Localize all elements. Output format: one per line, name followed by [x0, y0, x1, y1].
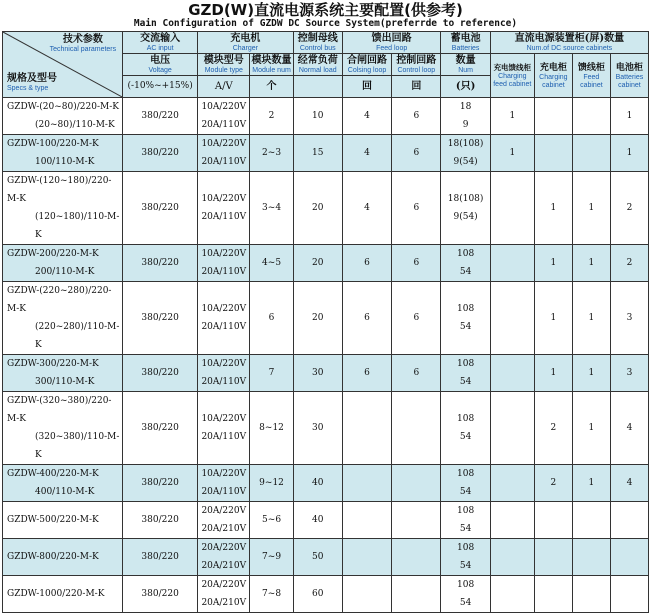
module-type-cell-line: 20A/220V [201, 506, 247, 516]
header-voltage: 电压 Voltage [123, 54, 198, 76]
feeder-cell [572, 135, 610, 172]
header-cabinets: 直流电源装置柜(屏)数量 Num.of DC source cabinets [490, 32, 648, 54]
header-control-loop: 控制回路 Control loop [392, 54, 441, 76]
header-ctrl-bus: 控制母线 Control bus [293, 32, 342, 54]
normal-load-cell: 20 [293, 282, 342, 355]
module-num-cell: 7~8 [250, 576, 293, 613]
module-type-cell [198, 245, 250, 282]
feeder-cell [572, 539, 610, 576]
header-batteries: 蓄电池 Batteries [441, 32, 490, 54]
module-type-cell-line: 20A/220V [201, 543, 247, 553]
header-num: 数量 Num [441, 54, 490, 76]
battery-num-cell-line: 9(54) [453, 157, 478, 167]
battery-num-cell-line: 9(54) [453, 212, 478, 222]
module-num-cell: 2~3 [250, 135, 293, 172]
header-normal-load: 经常负荷 Normal load [293, 54, 342, 76]
battery-num-cell-line: 18(108) [447, 194, 484, 204]
battery-num-cell-line: 108 [457, 304, 475, 314]
battery-cab-cell [610, 539, 648, 576]
charge-feed-cell [490, 172, 534, 245]
battery-num-cell-line: 54 [459, 598, 472, 608]
module-type-cell [198, 392, 250, 465]
battery-num-cell [441, 135, 490, 172]
table-row [3, 282, 649, 355]
battery-num-cell-line: 54 [459, 432, 472, 442]
table-row [3, 502, 649, 539]
table-row [3, 98, 649, 135]
battery-cab-cell [610, 576, 648, 613]
battery-num-cell [441, 392, 490, 465]
battery-num-cell-line: 108 [457, 580, 475, 590]
normal-load-cell: 50 [293, 539, 342, 576]
voltage-cell: 380/220 [123, 355, 198, 392]
battery-cab-cell: 3 [610, 282, 648, 355]
feeder-cell [572, 502, 610, 539]
charging-cell: 1 [534, 172, 572, 245]
voltage-cell: 380/220 [123, 172, 198, 245]
control-loop-cell: 6 [392, 282, 441, 355]
charge-feed-cell [490, 282, 534, 355]
spec-cell-line: 100/110-M-K [35, 157, 95, 167]
module-type-cell [198, 98, 250, 135]
header-load-blank [293, 76, 342, 98]
battery-cab-cell: 2 [610, 172, 648, 245]
battery-num-cell-line: 54 [459, 377, 472, 387]
module-type-cell [198, 282, 250, 355]
battery-num-cell-line: 108 [457, 506, 475, 516]
module-num-cell: 8~12 [250, 392, 293, 465]
table-row [3, 135, 649, 172]
module-type-cell-line: 10A/220V [201, 249, 247, 259]
feeder-cell: 1 [572, 172, 610, 245]
module-type-cell-line: 20A/110V [201, 432, 247, 442]
table-row [3, 465, 649, 502]
normal-load-cell: 15 [293, 135, 342, 172]
spec-cell [3, 355, 123, 392]
module-type-cell-line: 20A/110V [201, 487, 247, 497]
table-row [3, 539, 649, 576]
spec-cell-line: 300/110-M-K [35, 377, 95, 387]
battery-num-cell-line: 18 [459, 102, 472, 112]
control-loop-cell: 6 [392, 172, 441, 245]
spec-cell [3, 465, 123, 502]
charging-cell [534, 135, 572, 172]
spec-cell [3, 576, 123, 613]
battery-num-cell [441, 98, 490, 135]
charge-feed-cell [490, 502, 534, 539]
spec-cell-line: GZDW-(120~180)/220-M-K [7, 176, 112, 204]
module-num-cell: 3~4 [250, 172, 293, 245]
battery-num-cell-line: 108 [457, 543, 475, 553]
module-type-cell [198, 135, 250, 172]
feeder-cell: 1 [572, 465, 610, 502]
control-loop-cell [392, 502, 441, 539]
table-row [3, 576, 649, 613]
header-tech-cn: 技术参数 [62, 34, 103, 45]
module-num-cell: 7~9 [250, 539, 293, 576]
battery-num-cell-line: 54 [459, 561, 472, 571]
battery-num-cell-line: 108 [457, 359, 475, 369]
charging-cell: 2 [534, 392, 572, 465]
table-row [3, 172, 649, 245]
battery-num-cell [441, 539, 490, 576]
battery-cab-cell: 3 [610, 355, 648, 392]
module-type-cell-line: 20A/110V [201, 120, 247, 130]
module-type-cell-line: 10A/220V [201, 414, 247, 424]
module-type-cell-line: 20A/210V [201, 524, 247, 534]
battery-num-cell-line: 108 [457, 469, 475, 479]
module-type-cell [198, 502, 250, 539]
header-charging: 充电柜 Charging cabinet [534, 54, 572, 98]
module-type-cell [198, 539, 250, 576]
charging-cell [534, 502, 572, 539]
battery-num-cell [441, 502, 490, 539]
spec-cell-line: (320~380)/110-M-K [35, 432, 120, 460]
closing-loop-cell [342, 502, 391, 539]
header-spec-cell [3, 32, 123, 98]
header-num-unit: (只) [441, 76, 490, 98]
module-type-cell-line: 10A/220V [201, 102, 247, 112]
charging-cell: 2 [534, 465, 572, 502]
spec-cell [3, 282, 123, 355]
charge-feed-cell [490, 539, 534, 576]
closing-loop-cell: 6 [342, 245, 391, 282]
header-ac: 交流输入 AC input [123, 32, 198, 54]
spec-cell [3, 502, 123, 539]
table-row [3, 355, 649, 392]
closing-loop-cell: 6 [342, 282, 391, 355]
header-battery-cab: 电池柜 Batteries cabinet [610, 54, 648, 98]
battery-num-cell [441, 245, 490, 282]
header-charge-feed: 充电馈线柜 Charging feed cabinet [490, 54, 534, 98]
control-loop-cell [392, 539, 441, 576]
feeder-cell [572, 576, 610, 613]
spec-cell-line: 400/110-M-K [35, 487, 95, 497]
charge-feed-cell [490, 465, 534, 502]
spec-cell-line: GZDW-(220~280)/220-M-K [7, 286, 112, 314]
battery-cab-cell: 2 [610, 245, 648, 282]
charging-cell [534, 539, 572, 576]
voltage-cell: 380/220 [123, 245, 198, 282]
charge-feed-cell: 1 [490, 135, 534, 172]
charge-feed-cell [490, 245, 534, 282]
charging-cell: 1 [534, 355, 572, 392]
voltage-cell: 380/220 [123, 502, 198, 539]
page-subtitle: Main Configuration of GZDW DC Source System(preferrde to reference) [133, 18, 518, 29]
module-type-cell-line: 20A/210V [201, 561, 247, 571]
battery-num-cell [441, 282, 490, 355]
module-type-cell [198, 465, 250, 502]
battery-num-cell-line: 18(108) [447, 139, 484, 149]
module-type-cell-line: 10A/220V [201, 359, 247, 369]
module-num-cell: 7 [250, 355, 293, 392]
charge-feed-cell: 1 [490, 98, 534, 135]
feeder-cell: 1 [572, 392, 610, 465]
spec-cell [3, 172, 123, 245]
spec-cell-line: GZDW-(320~380)/220-M-K [7, 396, 112, 424]
header-closing-unit: 回 [342, 76, 391, 98]
module-type-cell-line: 20A/110V [201, 322, 247, 332]
normal-load-cell: 60 [293, 576, 342, 613]
control-loop-cell [392, 576, 441, 613]
battery-num-cell [441, 465, 490, 502]
closing-loop-cell [342, 392, 391, 465]
control-loop-cell [392, 465, 441, 502]
module-num-cell: 6 [250, 282, 293, 355]
feeder-cell: 1 [572, 355, 610, 392]
battery-num-cell [441, 576, 490, 613]
spec-cell [3, 135, 123, 172]
control-loop-cell: 6 [392, 98, 441, 135]
module-type-cell-line: 10A/220V [201, 139, 247, 149]
voltage-cell: 380/220 [123, 98, 198, 135]
spec-cell-line: GZDW-500/220-M-K [7, 515, 99, 525]
header-module-type: 模块型号 Module type [198, 54, 250, 76]
voltage-cell: 380/220 [123, 392, 198, 465]
closing-loop-cell: 4 [342, 135, 391, 172]
module-type-cell-line: 20A/220V [201, 580, 247, 590]
closing-loop-cell: 6 [342, 355, 391, 392]
table-row [3, 245, 649, 282]
module-type-cell [198, 576, 250, 613]
feeder-cell: 1 [572, 245, 610, 282]
feeder-cell: 1 [572, 282, 610, 355]
voltage-cell: 380/220 [123, 135, 198, 172]
module-type-cell-line: 10A/220V [201, 304, 247, 314]
normal-load-cell: 40 [293, 502, 342, 539]
header-module-num-unit: 个 [250, 76, 293, 98]
spec-cell [3, 539, 123, 576]
module-num-cell: 2 [250, 98, 293, 135]
battery-cab-cell: 1 [610, 98, 648, 135]
battery-num-cell-line: 54 [459, 487, 472, 497]
normal-load-cell: 20 [293, 245, 342, 282]
closing-loop-cell: 4 [342, 98, 391, 135]
module-num-cell: 9~12 [250, 465, 293, 502]
battery-cab-cell: 4 [610, 392, 648, 465]
feeder-cell [572, 98, 610, 135]
spec-cell-line: GZDW-100/220-M-K [7, 139, 99, 149]
control-loop-cell [392, 392, 441, 465]
header-feeder: 馈线柜 Feed cabinet [572, 54, 610, 98]
spec-cell-line: GZDW-800/220-M-K [7, 552, 99, 562]
table-row [3, 392, 649, 465]
header-spec-cn: 规格及型号 [7, 73, 57, 84]
battery-num-cell [441, 355, 490, 392]
module-type-cell-line: 10A/220V [201, 194, 247, 204]
battery-num-cell-line: 54 [459, 322, 472, 332]
spec-cell [3, 245, 123, 282]
control-loop-cell: 6 [392, 355, 441, 392]
spec-cell-line: GZDW-400/220-M-K [7, 469, 99, 479]
spec-cell-line: (120~180)/110-M-K [35, 212, 120, 240]
module-type-cell-line: 20A/110V [201, 212, 247, 222]
normal-load-cell: 40 [293, 465, 342, 502]
voltage-cell: 380/220 [123, 576, 198, 613]
header-tech-en: Technical parameters [49, 46, 117, 53]
charge-feed-cell [490, 355, 534, 392]
closing-loop-cell [342, 465, 391, 502]
charging-cell [534, 576, 572, 613]
spec-cell-line: 200/110-M-K [35, 267, 95, 277]
closing-loop-cell: 4 [342, 172, 391, 245]
battery-num-cell [441, 172, 490, 245]
charge-feed-cell [490, 392, 534, 465]
battery-num-cell-line: 54 [459, 524, 472, 534]
module-type-cell [198, 355, 250, 392]
header-module-type-unit: A/V [198, 76, 250, 98]
voltage-cell: 380/220 [123, 282, 198, 355]
spec-cell-line: (220~280)/110-M-K [35, 322, 120, 350]
battery-num-cell-line: 54 [459, 267, 472, 277]
battery-num-cell-line: 108 [457, 249, 475, 259]
header-charger: 充电机 Charger [198, 32, 294, 54]
closing-loop-cell [342, 539, 391, 576]
spec-cell [3, 98, 123, 135]
normal-load-cell: 10 [293, 98, 342, 135]
header-spec-en: Specs & type [7, 85, 49, 92]
spec-cell-line: GZDW-300/220-M-K [7, 359, 99, 369]
battery-cab-cell [610, 502, 648, 539]
control-loop-cell: 6 [392, 245, 441, 282]
charging-cell [534, 98, 572, 135]
config-table [2, 31, 649, 613]
spec-cell-line: (20~80)/110-M-K [35, 120, 115, 130]
header-closing: 合闸回路 Colsing loop [342, 54, 391, 76]
header-feed: 馈出回路 Feed loop [342, 32, 441, 54]
module-num-cell: 5~6 [250, 502, 293, 539]
voltage-cell: 380/220 [123, 465, 198, 502]
closing-loop-cell [342, 576, 391, 613]
module-num-cell: 4~5 [250, 245, 293, 282]
module-type-cell-line: 20A/110V [201, 377, 247, 387]
module-type-cell [198, 172, 250, 245]
normal-load-cell: 20 [293, 172, 342, 245]
module-type-cell-line: 20A/110V [201, 267, 247, 277]
header-control-unit: 回 [392, 76, 441, 98]
normal-load-cell: 30 [293, 355, 342, 392]
module-type-cell-line: 10A/220V [201, 469, 247, 479]
battery-num-cell-line: 9 [462, 120, 469, 130]
battery-cab-cell: 1 [610, 135, 648, 172]
spec-cell [3, 392, 123, 465]
voltage-cell: 380/220 [123, 539, 198, 576]
spec-cell-line: GZDW-(20~80)/220-M-K [7, 102, 119, 112]
control-loop-cell: 6 [392, 135, 441, 172]
battery-num-cell-line: 108 [457, 414, 475, 424]
spec-cell-line: GZDW-200/220-M-K [7, 249, 99, 259]
battery-cab-cell: 4 [610, 465, 648, 502]
charging-cell: 1 [534, 282, 572, 355]
charging-cell: 1 [534, 245, 572, 282]
module-type-cell-line: 20A/110V [201, 157, 247, 167]
module-type-cell-line: 20A/210V [201, 598, 247, 608]
spec-cell-line: GZDW-1000/220-M-K [7, 589, 105, 599]
page-title: GZD(W)直流电源系统主要配置(供参考) [188, 1, 463, 19]
charge-feed-cell [490, 576, 534, 613]
normal-load-cell: 30 [293, 392, 342, 465]
header-voltage-unit: (-10%~+15%) [123, 76, 198, 98]
header-module-num: 模块数量 Module num [251, 54, 292, 74]
